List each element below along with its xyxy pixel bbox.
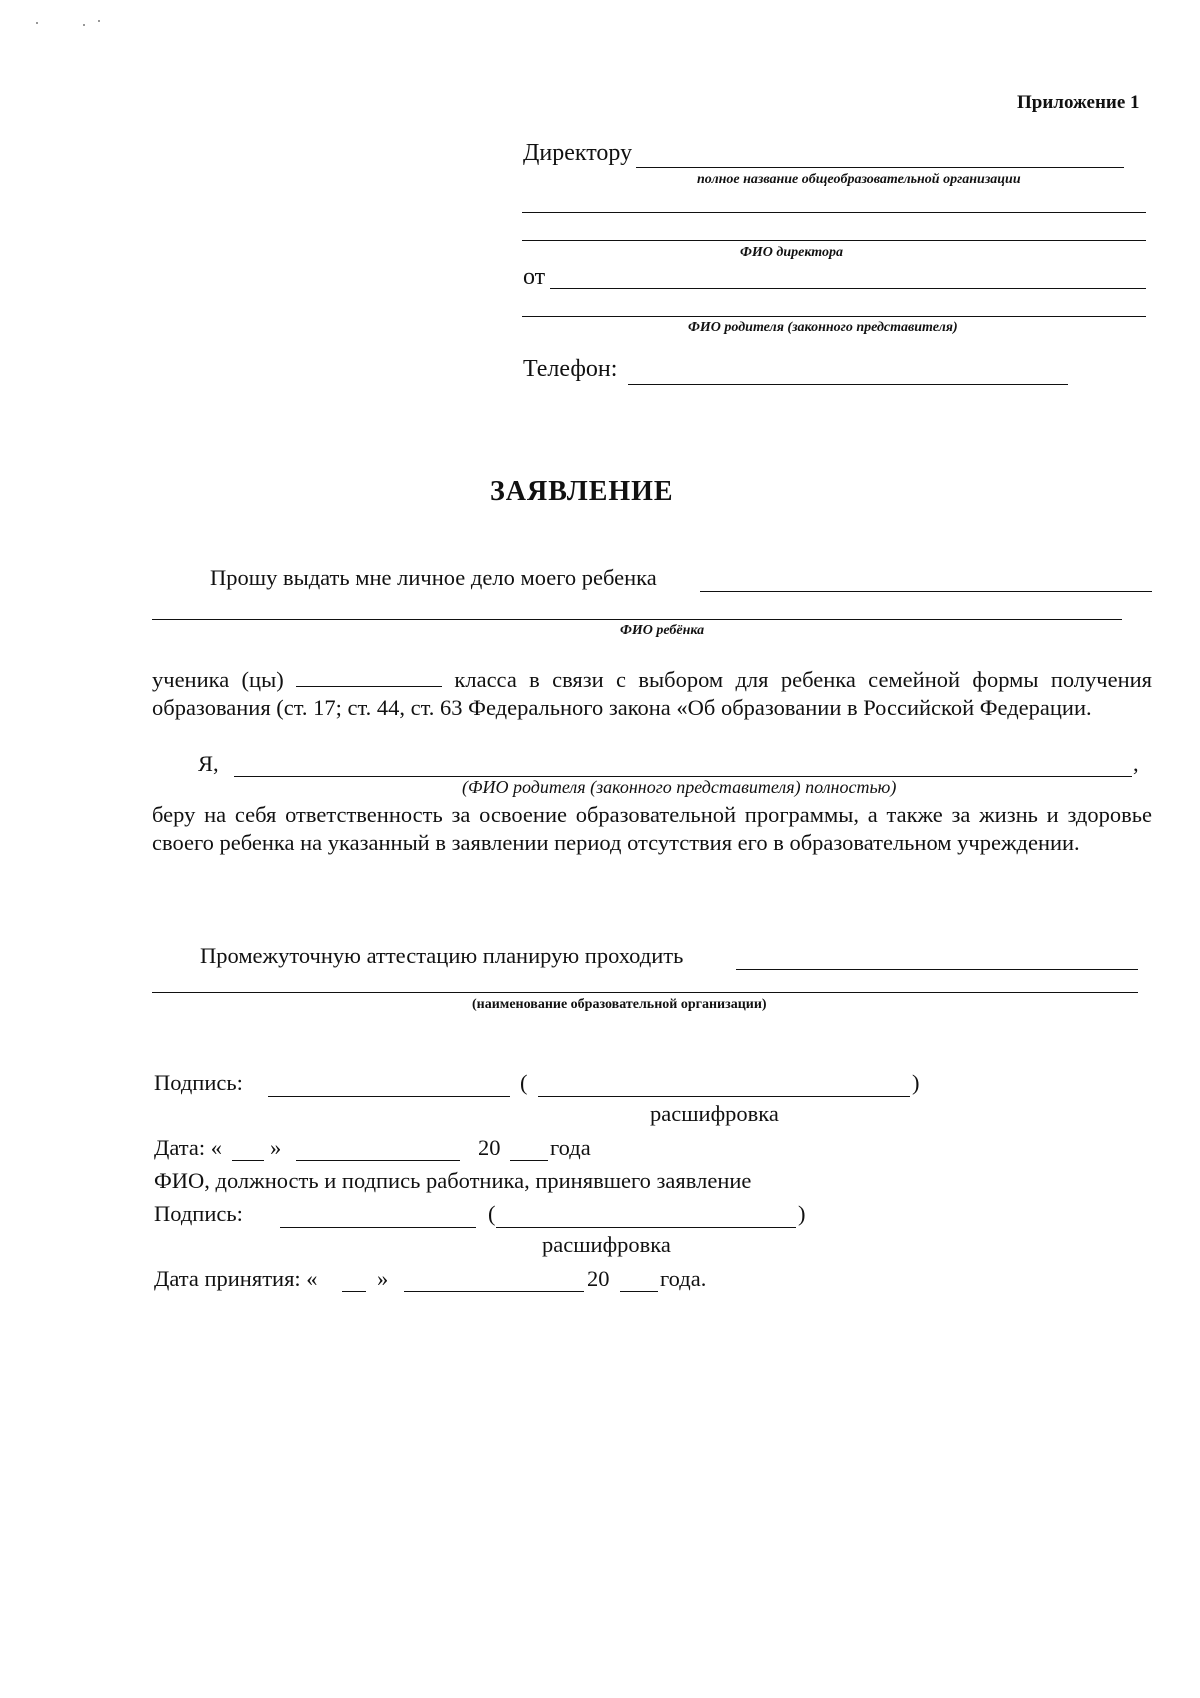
scan-speck <box>98 20 100 22</box>
i-label: Я, <box>198 751 219 776</box>
appendix-label: Приложение 1 <box>1017 92 1140 113</box>
accept-date-month-line[interactable] <box>404 1291 584 1292</box>
responsibility-paragraph: беру на себя ответственность за освоение образовательной программы, а также за жизнь и здоровье своего ребенка на указанный в заявлении период отсутствия его в образовательном учреждении. <box>152 802 1152 855</box>
student-paragraph <box>152 666 1152 722</box>
director-org-line[interactable] <box>636 167 1124 168</box>
paren-close: ) <box>912 1070 920 1095</box>
accept-date-close: » <box>377 1266 389 1291</box>
parent-full-caption: (ФИО родителя (законного представителя) полностью) <box>462 777 897 797</box>
year-prefix: 20 <box>478 1135 501 1160</box>
director-caption: ФИО директора <box>740 245 843 260</box>
attestation-text: Промежуточную аттестацию планирую проходить <box>200 943 684 968</box>
date-month-line[interactable] <box>296 1160 460 1161</box>
student-prefix: ученика (цы) <box>152 667 284 692</box>
org-name-caption: (наименование образовательной организации) <box>472 997 767 1012</box>
decode-label: расшифровка <box>650 1101 779 1126</box>
document-title: ЗАЯВЛЕНИЕ <box>490 476 674 507</box>
parent-name-line[interactable] <box>550 288 1146 289</box>
signature-decode-line[interactable] <box>538 1096 910 1097</box>
org-caption: полное название общеобразовательной организации <box>697 172 1021 187</box>
date-year-line[interactable] <box>510 1160 548 1161</box>
signature-label-2: Подпись: <box>154 1201 243 1226</box>
year-suffix: года <box>550 1135 591 1160</box>
org-name-line-2[interactable] <box>522 212 1146 213</box>
child-name-line-2[interactable] <box>152 619 1122 620</box>
date-label: Дата: « <box>154 1135 222 1160</box>
employee-text: ФИО, должность и подпись работника, принявшего заявление <box>154 1168 752 1193</box>
parent-name-line-2[interactable] <box>522 316 1146 317</box>
signature-decode-line-2[interactable] <box>496 1227 796 1228</box>
scan-speck <box>36 22 38 24</box>
paren-close-2: ) <box>798 1201 806 1226</box>
i-comma: , <box>1133 751 1139 776</box>
paren-open-2: ( <box>488 1201 496 1226</box>
signature-line[interactable] <box>268 1096 510 1097</box>
date-day-line[interactable] <box>232 1160 264 1161</box>
director-label: Директору <box>523 140 633 166</box>
phone-label: Телефон: <box>523 356 618 382</box>
child-caption: ФИО ребёнка <box>620 623 705 638</box>
accept-date-day-line[interactable] <box>342 1291 366 1292</box>
student-text: класса в связи с выбором для ребенка семейной формы получения образования (ст. 17; ст. 44, ст. 63 Федерального закона «Об образовании в Российской Федерации. <box>152 667 1153 720</box>
parent-caption: ФИО родителя (законного представителя) <box>688 320 958 335</box>
date-close: » <box>270 1135 282 1160</box>
attestation-line[interactable] <box>736 969 1138 970</box>
signature-label: Подпись: <box>154 1070 243 1095</box>
attestation-line-2[interactable] <box>152 992 1138 993</box>
grade-field[interactable] <box>296 668 442 687</box>
director-name-line[interactable] <box>522 240 1146 241</box>
decode-label-2: расшифровка <box>542 1232 671 1257</box>
accept-date-year-line[interactable] <box>620 1291 658 1292</box>
phone-line[interactable] <box>628 384 1068 385</box>
from-label: от <box>523 264 546 290</box>
accept-year-suffix: года. <box>660 1266 707 1291</box>
accept-year-prefix: 20 <box>587 1266 610 1291</box>
accept-date-label: Дата принятия: « <box>154 1266 318 1291</box>
paren-open: ( <box>520 1070 528 1095</box>
scan-speck <box>83 24 85 26</box>
signature-line-2[interactable] <box>280 1227 476 1228</box>
request-text: Прошу выдать мне личное дело моего ребенка <box>210 565 657 590</box>
child-name-line[interactable] <box>700 591 1152 592</box>
